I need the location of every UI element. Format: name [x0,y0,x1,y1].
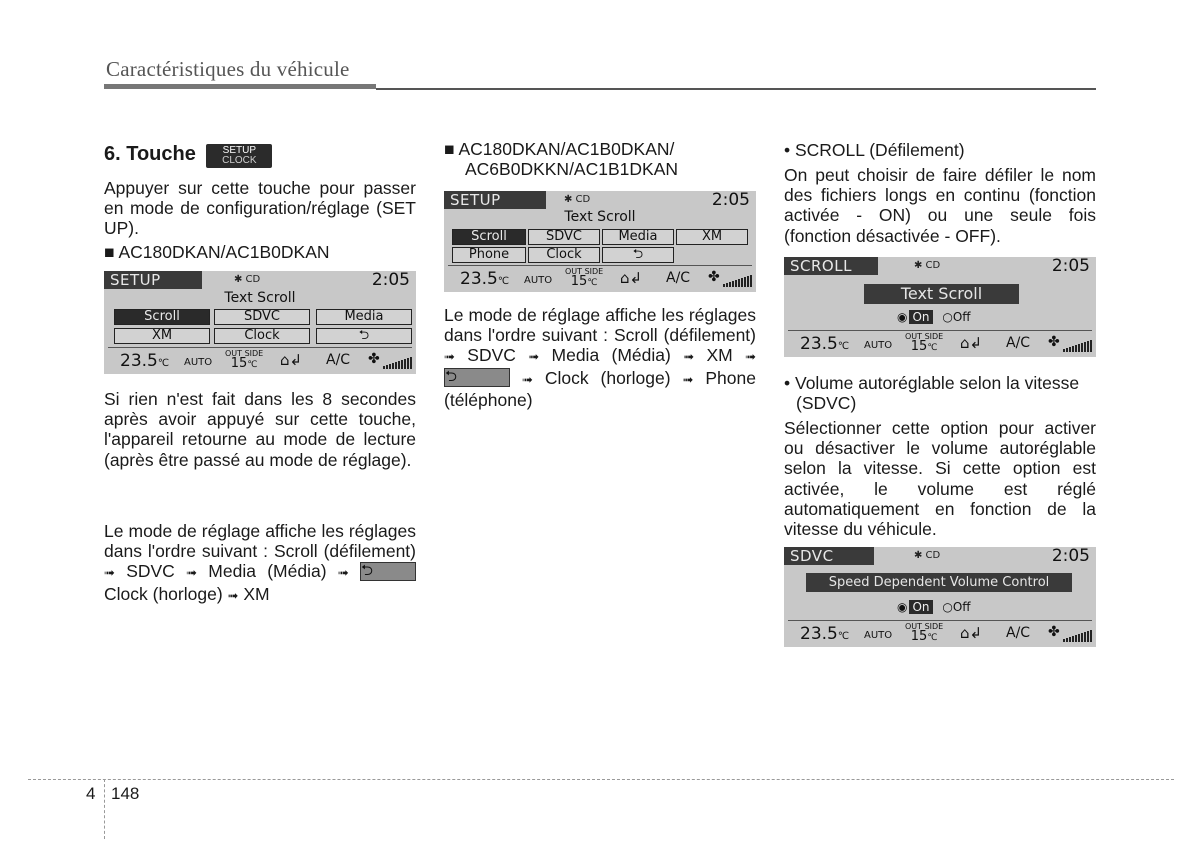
option-title-box: Speed Dependent Volume Control [806,573,1072,592]
airflow-icon: ⌂↲ [960,334,983,352]
arrow-icon: ➟ [683,349,695,365]
menu-cell-phone: Phone [452,247,526,263]
airflow-icon: ⌂↲ [280,351,303,369]
screen-clock: 2:05 [1051,257,1090,276]
arrow-icon: ➟ [682,371,694,387]
cabin-temp: 23.5℃ [800,334,850,354]
auto-label: AUTO [184,357,213,368]
auto-label: AUTO [864,340,893,351]
lcd-screen-scroll [784,257,1096,357]
screen-mode-tag: SETUP [104,271,202,289]
header-rule-thin [376,88,1096,90]
arrow-icon: ➟ [444,349,455,365]
lcd-screen-sdvc [784,547,1096,647]
lcd-screen-setup-1 [104,271,416,374]
airflow-icon: ⌂↲ [960,624,983,642]
menu-cell-clock: Clock [214,328,310,344]
outside-temp: OUT SIDE 15℃ [225,349,264,371]
chapter-number: 4 [86,784,96,803]
page-number: 148 [111,784,140,803]
fan-icon: ✤ [1048,624,1060,640]
screen-mode-tag: SCROLL [784,257,878,275]
running-header: Caractéristiques du véhicule [106,57,350,81]
screen-clock: 2:05 [711,191,750,210]
section-heading: 6. Touche SETUP CLOCK [104,143,416,168]
ac-label: A/C [1006,625,1031,641]
col1-paragraph-3: Le mode de réglage affiche les réglages dans l'ordre suivant : Scroll (défilement) ➟ SDVC ➟ Media (Média) ➟ ⮌ Clock (horloge) ➟ XM [104,521,416,604]
bluetooth-cd-icon: ✱ CD [564,194,591,205]
col2-model-label: ■ AC180DKAN/AC1B0DKAN/ AC6B0DKKN/AC1B1DKAN [444,139,678,180]
outside-temp: OUT SIDE 15℃ [905,332,944,354]
col1-model-label: ■ AC180DKAN/AC1B0DKAN [104,242,330,262]
menu-cell-scroll: Scroll [452,229,526,245]
menu-cell-back-icon: ⮌ [316,328,412,344]
menu-cell-media: Media [602,229,674,245]
back-key-icon: ⮌ [360,562,416,581]
col3-paragraph-2: Sélectionner cette option pour activer ou désactiver le volume autoréglable selon la vitesse. Si cette option est activée, le volume est réglé automatiquement en fonction de la vitesse du véhicule. [784,418,1096,540]
screen-clock: 2:05 [371,271,410,290]
fan-icon: ✤ [708,269,720,285]
arrow-icon: ➟ [337,565,349,581]
bluetooth-cd-icon: ✱ CD [914,550,941,561]
screen-clock: 2:05 [1051,547,1090,566]
airflow-icon: ⌂↲ [620,269,643,287]
footer-rule [28,779,1174,780]
menu-cell-back-icon: ⮌ [602,247,674,263]
header-rule-thick [104,84,376,89]
ac-label: A/C [326,352,351,368]
screen-mode-tag: SDVC [784,547,874,565]
arrow-icon: ➟ [745,349,756,365]
col3-bullet-sdvc: • Volume autoréglable selon la vitesse (SDVC) [784,373,1080,414]
option-on-off: ◉ On ○Off [897,600,971,614]
menu-cell-sdvc: SDVC [214,309,310,325]
screen-subtitle: Text Scroll [564,209,636,225]
cabin-temp: 23.5℃ [460,269,510,289]
arrow-icon: ➟ [528,349,540,365]
col3-paragraph-1: On peut choisir de faire défiler le nom des fichiers longs en continu (fonction activée - ON) ou une seule fois (fonction désactivée - OFF). [784,165,1096,246]
cabin-temp: 23.5℃ [120,351,170,371]
screen-subtitle: Text Scroll [224,290,296,306]
menu-cell-xm: XM [676,229,748,245]
arrow-icon: ➟ [104,565,115,581]
setup-clock-key-icon: SETUP CLOCK [206,144,272,168]
menu-cell-xm: XM [114,328,210,344]
back-key-icon: ⮌ [444,368,510,387]
ac-label: A/C [1006,335,1031,351]
arrow-icon: ➟ [521,371,533,387]
fan-icon: ✤ [1048,334,1060,350]
col1-paragraph-2: Si rien n'est fait dans les 8 secondes après avoir appuyé sur cette touche, l'appareil retourne au mode de lecture (après être passé au mode de réglage). [104,389,416,470]
menu-cell-clock: Clock [528,247,600,263]
col2-paragraph: Le mode de réglage affiche les réglages dans l'ordre suivant : Scroll (défilement) ➟ SDVC ➟ Media (Média) ➟ XM ➟ ⮌ ➟ Clock (horloge) ➟ Phone (téléphone) [444,305,756,410]
menu-cell-sdvc: SDVC [528,229,600,245]
cabin-temp: 23.5℃ [800,624,850,644]
col3-bullet-scroll: • SCROLL (Défilement) [784,140,965,160]
fan-level-icon [1063,338,1092,352]
fan-level-icon [723,273,752,287]
bluetooth-cd-icon: ✱ CD [234,274,261,285]
arrow-icon: ➟ [186,565,197,581]
screen-mode-tag: SETUP [444,191,546,209]
arrow-icon: ➟ [227,587,239,603]
outside-temp: OUT SIDE 15℃ [905,622,944,644]
menu-cell-media: Media [316,309,412,325]
option-title-box: Text Scroll [864,284,1019,304]
lcd-screen-setup-2 [444,191,756,292]
fan-icon: ✤ [368,351,380,367]
col1-paragraph-1: Appuyer sur cette touche pour passer en mode de configuration/réglage (SET UP). [104,178,416,239]
auto-label: AUTO [524,275,553,286]
outside-temp: OUT SIDE 15℃ [565,267,604,289]
bluetooth-cd-icon: ✱ CD [914,260,941,271]
auto-label: AUTO [864,630,893,641]
ac-label: A/C [666,270,691,286]
option-on-off: ◉ On ○Off [897,310,971,324]
footer-divider [104,779,105,839]
fan-level-icon [383,355,412,369]
menu-cell-scroll: Scroll [114,309,210,325]
fan-level-icon [1063,628,1092,642]
